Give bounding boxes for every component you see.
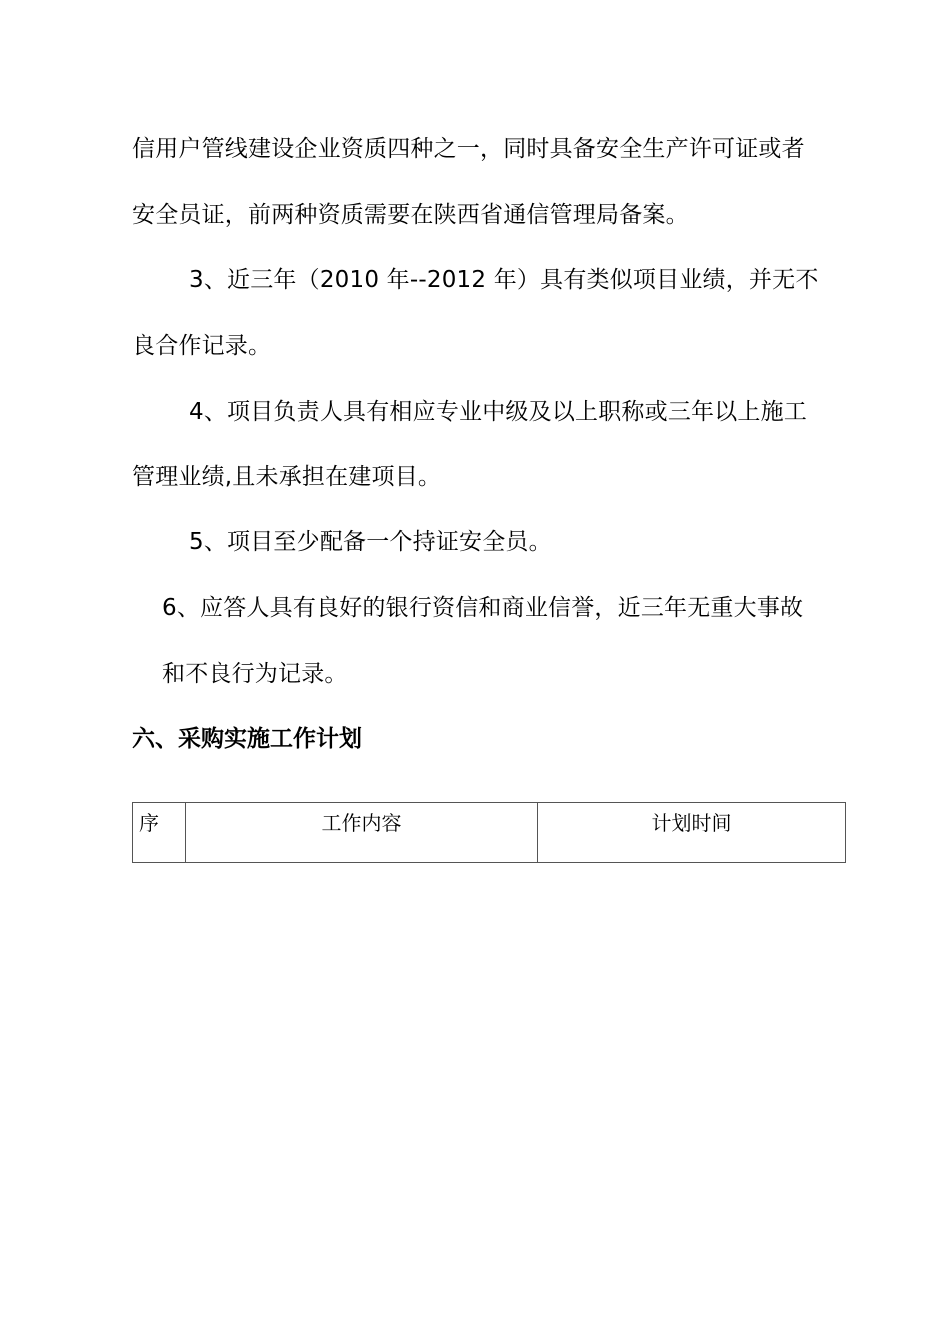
requirement-item-6: 6、应答人具有良好的银行资信和商业信誉，近三年无重大事故 bbox=[162, 595, 804, 621]
requirement-item-5: 5、项目至少配备一个持证安全员。 bbox=[189, 529, 552, 555]
requirement-item-3: 3、近三年（2010 年--2012 年）具有类似项目业绩，并无不 bbox=[189, 267, 819, 293]
column-header-sequence: 序 bbox=[133, 803, 186, 863]
paragraph-line: 管理业绩,且未承担在建项目。 bbox=[132, 464, 442, 490]
requirement-item-4: 4、项目负责人具有相应专业中级及以上职称或三年以上施工 bbox=[189, 399, 808, 425]
paragraph-line: 良合作记录。 bbox=[132, 333, 272, 359]
paragraph-line: 信用户管线建设企业资质四种之一，同时具备安全生产许可证或者 bbox=[132, 136, 805, 162]
work-plan-table bbox=[132, 802, 846, 863]
paragraph-line: 和不良行为记录。 bbox=[162, 661, 348, 687]
column-header-work-content: 工作内容 bbox=[186, 803, 538, 863]
table-header-row bbox=[133, 803, 846, 863]
section-heading: 六、采购实施工作计划 bbox=[132, 726, 362, 752]
paragraph-line: 安全员证，前两种资质需要在陕西省通信管理局备案。 bbox=[132, 202, 689, 228]
column-header-planned-time: 计划时间 bbox=[538, 803, 846, 863]
